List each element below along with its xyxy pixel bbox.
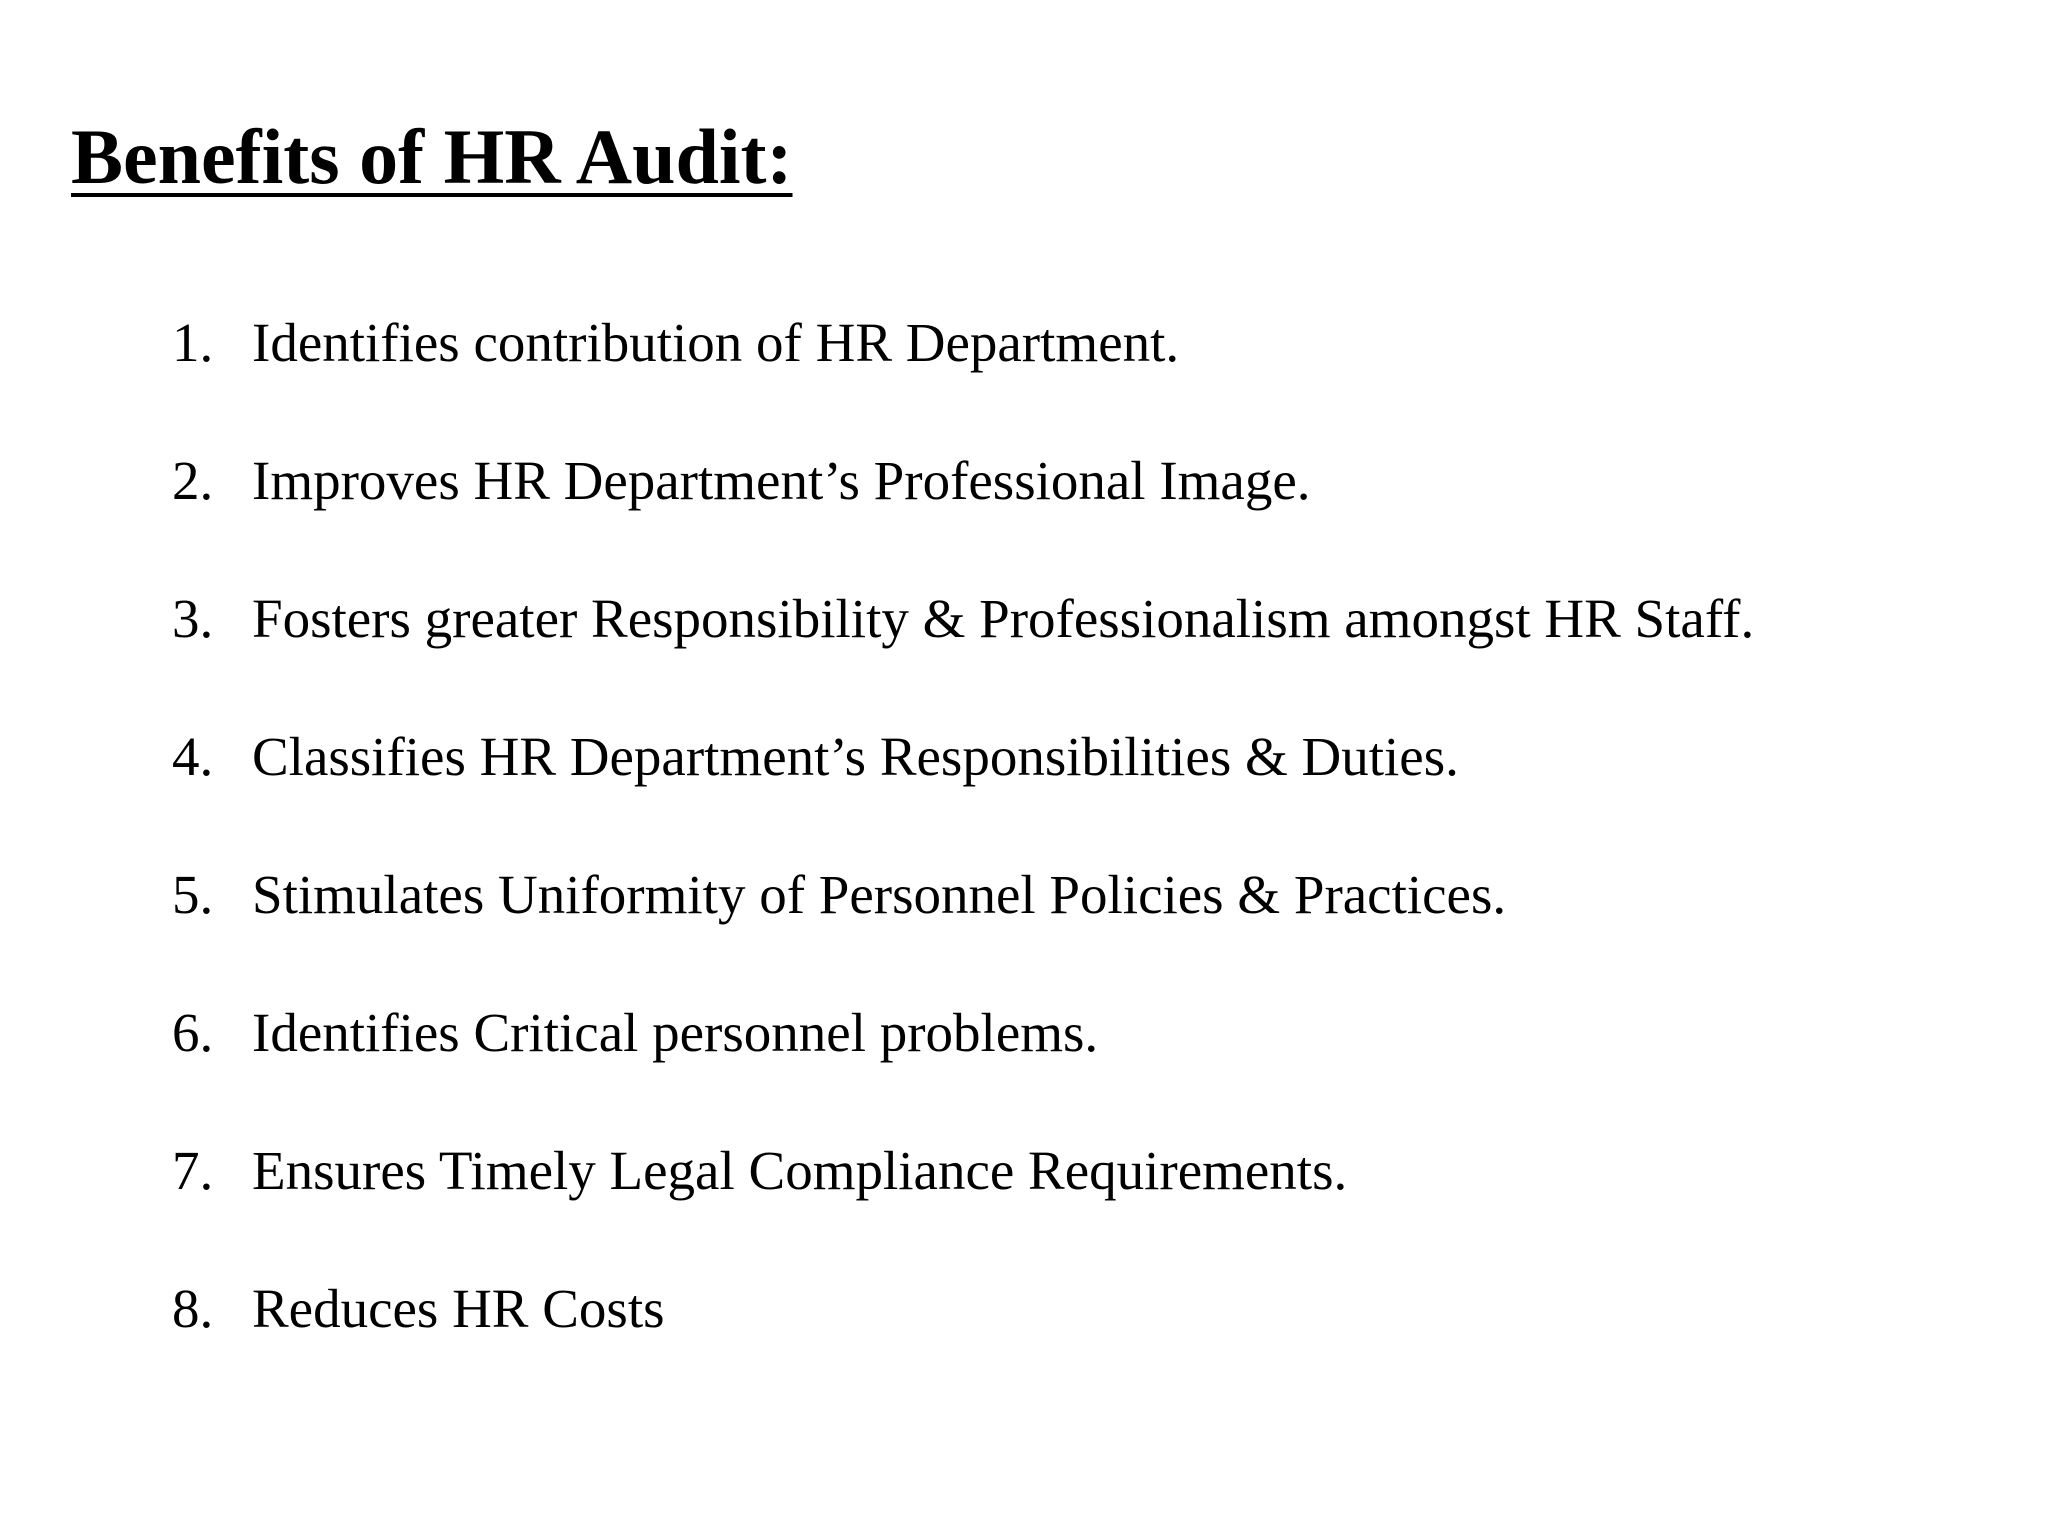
item-number: 3. xyxy=(172,588,214,649)
item-text: Classifies HR Department’s Responsibilities & Duties. xyxy=(252,726,1459,787)
item-text: Fosters greater Responsibility & Professionalism amongst HR Staff. xyxy=(252,588,1755,649)
item-number: 6. xyxy=(172,1002,214,1063)
list-item xyxy=(172,448,1754,586)
list-item xyxy=(172,1276,1754,1414)
item-number: 8. xyxy=(172,1278,214,1339)
list-item xyxy=(172,724,1754,862)
page-title: Benefits of HR Audit: xyxy=(71,113,793,200)
item-number: 2. xyxy=(172,450,214,511)
item-text: Improves HR Department’s Professional Image. xyxy=(252,450,1311,511)
item-number: 1. xyxy=(172,312,214,373)
item-text: Identifies Critical personnel problems. xyxy=(252,1002,1099,1063)
list-item xyxy=(172,862,1754,1000)
list-item xyxy=(172,1000,1754,1138)
item-text: Reduces HR Costs xyxy=(252,1278,665,1339)
benefits-list xyxy=(172,310,1754,1414)
list-item xyxy=(172,310,1754,448)
list-item xyxy=(172,586,1754,724)
item-text: Ensures Timely Legal Compliance Requirements. xyxy=(252,1140,1348,1201)
item-number: 7. xyxy=(172,1140,214,1201)
item-text: Identifies contribution of HR Department. xyxy=(252,312,1180,373)
list-item xyxy=(172,1138,1754,1276)
item-number: 4. xyxy=(172,726,214,787)
item-number: 5. xyxy=(172,864,214,925)
item-text: Stimulates Uniformity of Personnel Policies & Practices. xyxy=(252,864,1507,925)
